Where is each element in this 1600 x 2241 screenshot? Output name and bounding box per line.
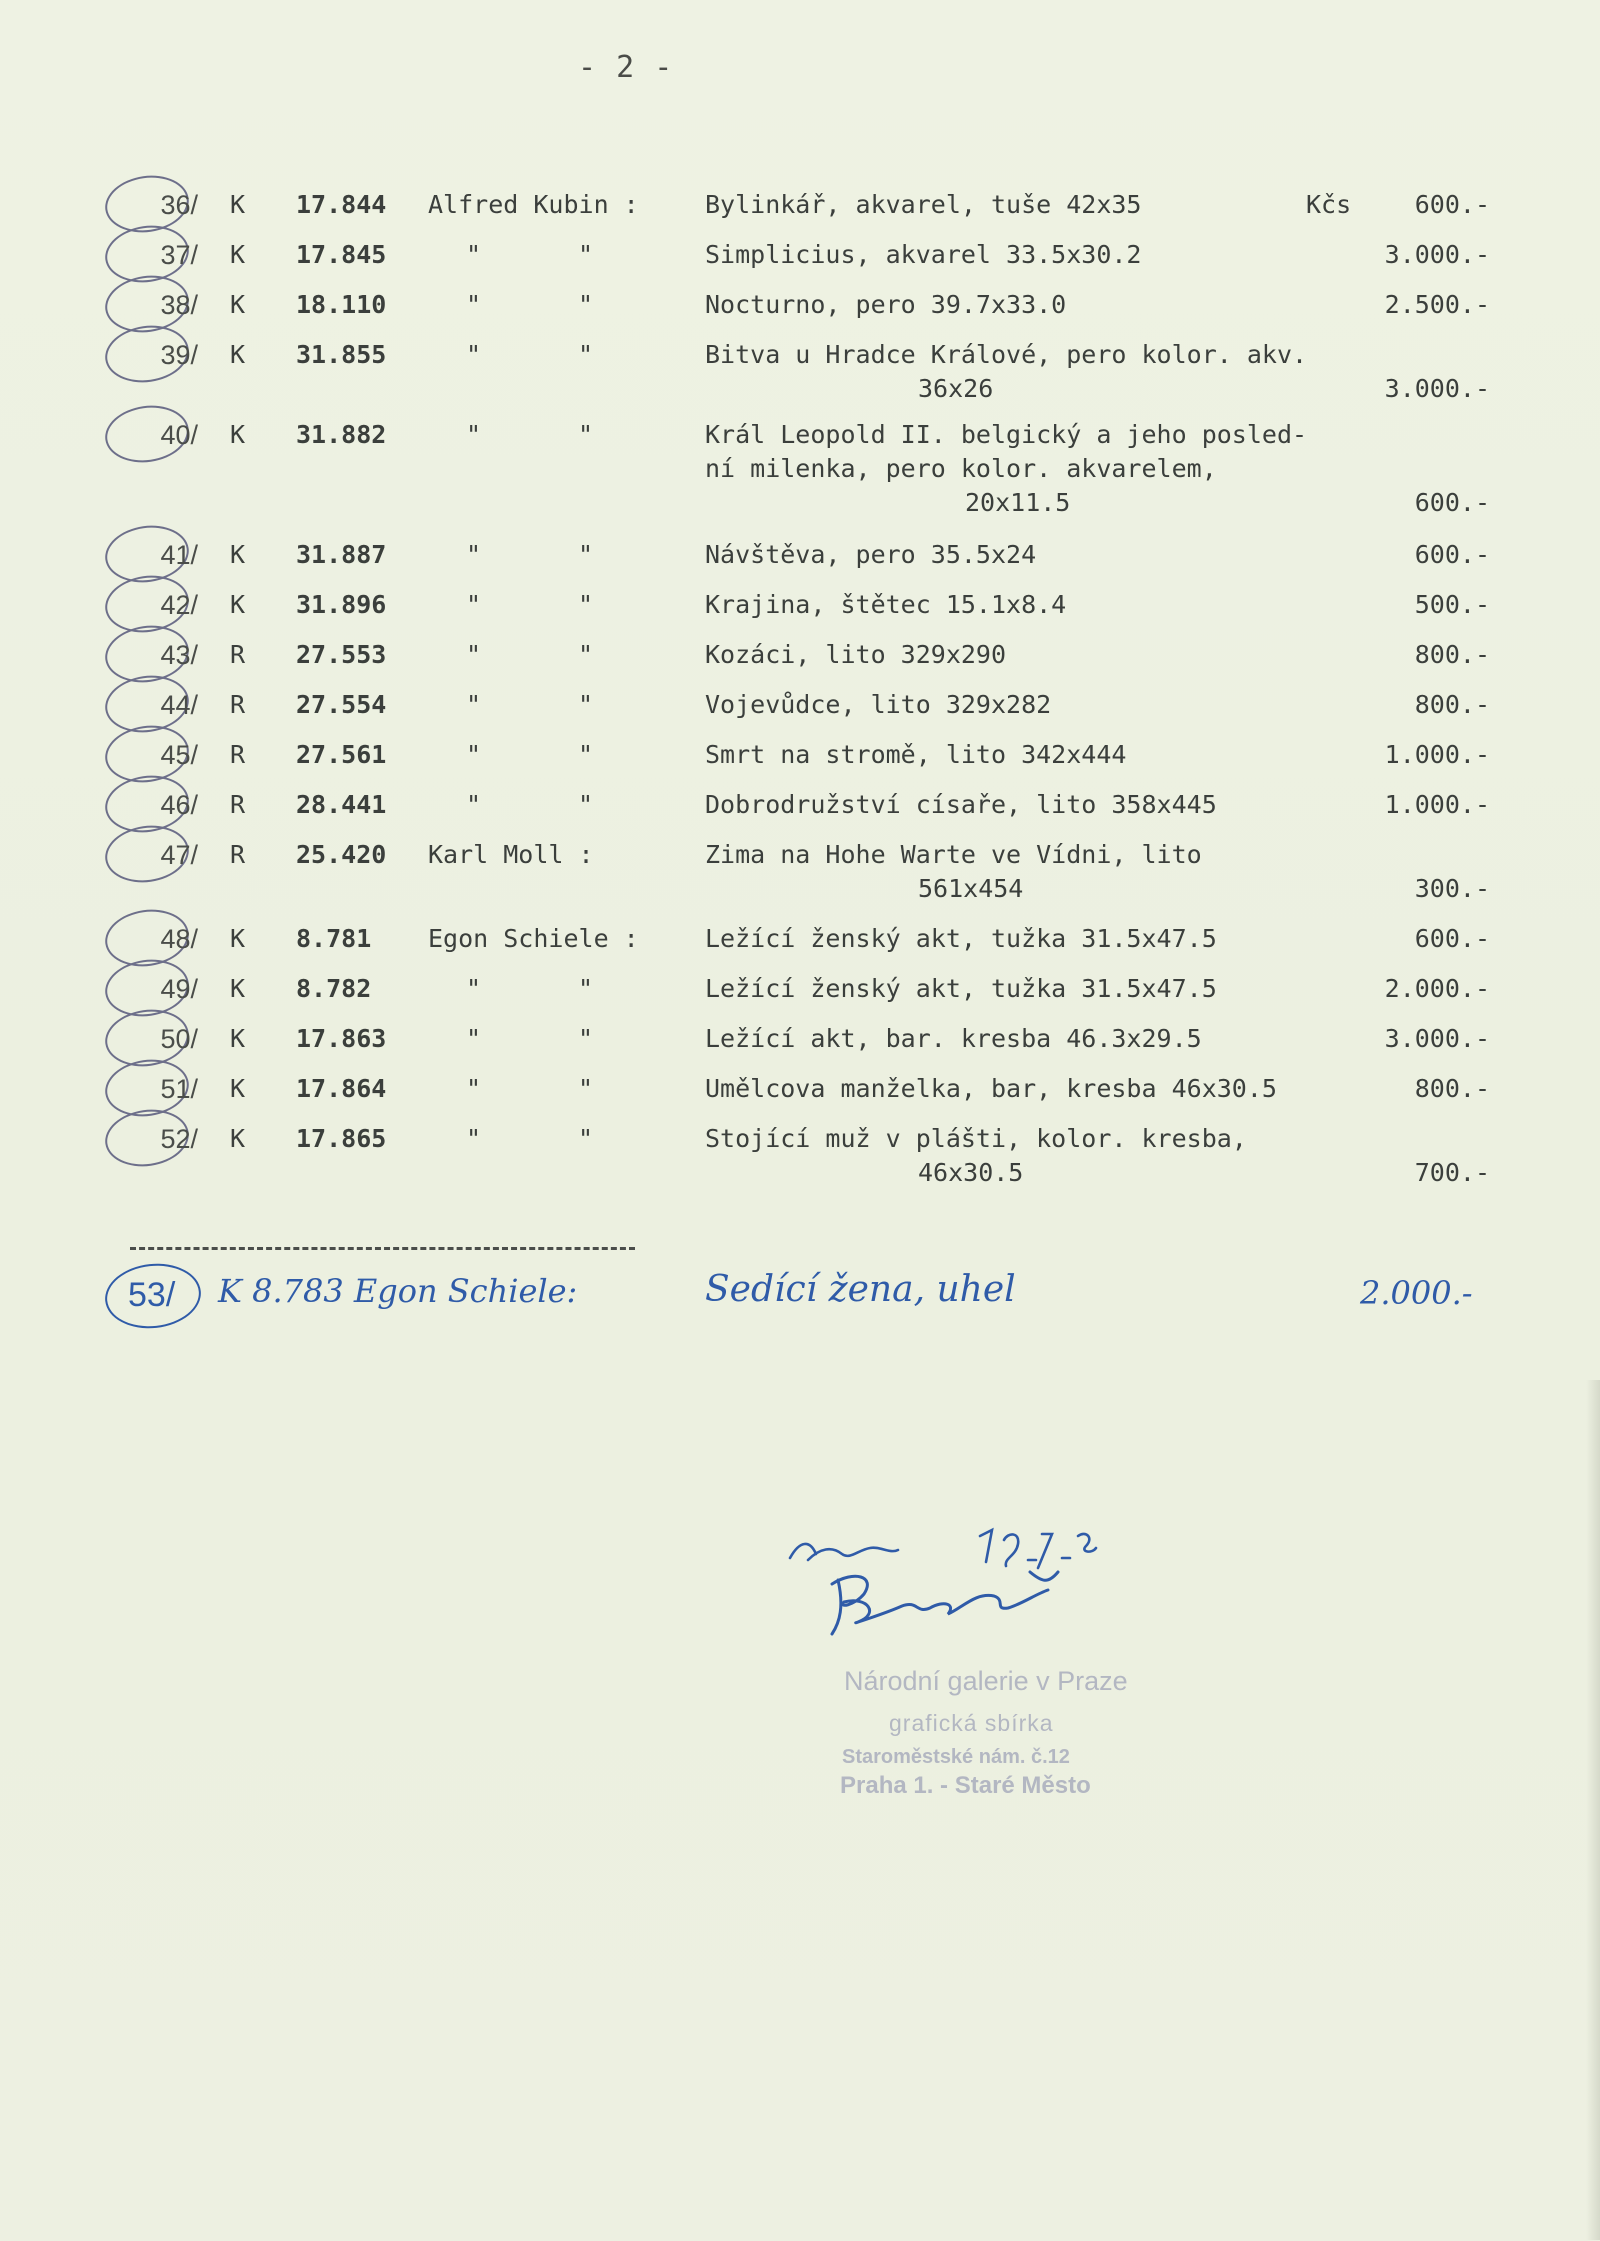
inventory-number: 17.864 (296, 1074, 387, 1103)
artwork-title: Kozáci, lito 329x290 (705, 640, 1007, 669)
stamp-line-1: Národní galerie v Praze (844, 1666, 1128, 1696)
ditto-mark: " (578, 740, 594, 769)
ditto-mark: " (466, 790, 482, 819)
row-number: 52/ (160, 1124, 198, 1154)
ditto-mark: " (466, 1124, 482, 1153)
row-number: 51/ (160, 1074, 198, 1104)
price: 3.000.- (1384, 1024, 1490, 1053)
row-number: 49/ (160, 974, 198, 1004)
handwritten-entry (0, 1268, 1600, 1316)
inventory-number: 17.844 (296, 190, 387, 219)
artist-name: Karl Moll : (428, 840, 594, 869)
artwork-title-cont: 561x454 (918, 874, 1024, 903)
ditto-mark: " (466, 1074, 482, 1103)
ditto-mark: " (578, 1024, 594, 1053)
inventory-row (0, 238, 1600, 286)
row-kind: K (230, 590, 246, 619)
inventory-number: 31.855 (296, 340, 387, 369)
price: 500.- (1414, 590, 1490, 619)
artwork-title: Nocturno, pero 39.7x33.0 (705, 290, 1067, 319)
entry-number: 53/ (128, 1276, 176, 1314)
artwork-title: Bitva u Hradce Králové, pero kolor. akv. (705, 340, 1308, 369)
price: 600.- (1414, 190, 1490, 219)
ditto-mark: " (466, 974, 482, 1003)
ditto-mark: " (578, 1074, 594, 1103)
inventory-row (0, 1072, 1600, 1120)
row-kind: K (230, 190, 246, 219)
price: 1.000.- (1384, 790, 1490, 819)
ditto-mark: " (466, 690, 482, 719)
inventory-number: 31.882 (296, 420, 387, 449)
ditto-mark: " (578, 240, 594, 269)
row-number: 48/ (160, 924, 198, 954)
inventory-row (0, 738, 1600, 786)
price: 600.- (1414, 488, 1490, 517)
artwork-title: Bylinkář, akvarel, tuše 42x35 (705, 190, 1142, 219)
inventory-row (0, 1122, 1600, 1187)
row-kind: K (230, 924, 246, 953)
row-kind: K (230, 240, 246, 269)
verification-signature (780, 1510, 1200, 1640)
inventory-number: 28.441 (296, 790, 387, 819)
currency-label: Kčs (1306, 190, 1352, 219)
row-number: 46/ (160, 790, 198, 820)
inventory-number: 27.554 (296, 690, 387, 719)
inventory-row (0, 972, 1600, 1020)
inventory-number: 27.553 (296, 640, 387, 669)
row-number: 43/ (160, 640, 198, 670)
inventory-row (0, 338, 1600, 403)
artwork-title: Ležící akt, bar. kresba 46.3x29.5 (705, 1024, 1202, 1053)
price: 300.- (1414, 874, 1490, 903)
price: 600.- (1414, 540, 1490, 569)
artwork-title: Umělcova manželka, bar, kresba 46x30.5 (705, 1074, 1277, 1103)
artwork-title: Dobrodružství císaře, lito 358x445 (705, 790, 1217, 819)
row-kind: K (230, 1024, 246, 1053)
inventory-number: 31.896 (296, 590, 387, 619)
handwritten-price: 2.000.- (1360, 1274, 1473, 1312)
inventory-row (0, 418, 1600, 517)
dashed-rule (130, 1247, 635, 1250)
ditto-mark: " (578, 420, 594, 449)
stamp-line-4: Praha 1. - Staré Město (840, 1772, 1091, 1799)
row-number: 42/ (160, 590, 198, 620)
row-number: 40/ (160, 420, 198, 450)
inventory-row (0, 1022, 1600, 1070)
row-kind: K (230, 974, 246, 1003)
page-number: - 2 - (578, 50, 674, 85)
row-number: 47/ (160, 840, 198, 870)
ditto-mark: " (466, 590, 482, 619)
signature-drawing (780, 1510, 1200, 1640)
inventory-row (0, 638, 1600, 686)
ditto-mark: " (578, 974, 594, 1003)
artist-name: Egon Schiele : (428, 924, 639, 953)
row-kind: K (230, 1124, 246, 1153)
artwork-title-cont: 36x26 (918, 374, 994, 403)
row-number: 45/ (160, 740, 198, 770)
inventory-row (0, 838, 1600, 903)
ditto-mark: " (466, 640, 482, 669)
inventory-row (0, 538, 1600, 586)
ditto-mark: " (466, 1024, 482, 1053)
artwork-title: Návštěva, pero 35.5x24 (705, 540, 1037, 569)
ditto-mark: " (466, 340, 482, 369)
handwritten-title: Sedící žena, uhel (705, 1269, 1016, 1310)
artwork-title-cont: ní milenka, pero kolor. akvarelem, (705, 454, 1217, 483)
inventory-number: 8.782 (296, 974, 372, 1003)
artwork-title: Smrt na stromě, lito 342x444 (705, 740, 1127, 769)
inventory-row (0, 588, 1600, 636)
inventory-number: 25.420 (296, 840, 387, 869)
price: 800.- (1414, 1074, 1490, 1103)
stamp-line-2: grafická sbírka (889, 1710, 1054, 1736)
inventory-number: 8.781 (296, 924, 372, 953)
price: 700.- (1414, 1158, 1490, 1187)
artwork-title: Ležící ženský akt, tužka 31.5x47.5 (705, 974, 1217, 1003)
row-kind: K (230, 340, 246, 369)
artwork-title-cont: 20x11.5 (965, 488, 1071, 517)
row-kind: R (230, 790, 246, 819)
row-number: 37/ (160, 240, 198, 270)
row-kind: K (230, 1074, 246, 1103)
price: 2.000.- (1384, 974, 1490, 1003)
ditto-mark: " (466, 240, 482, 269)
inventory-row (0, 788, 1600, 836)
ditto-mark: " (578, 290, 594, 319)
ditto-mark: " (578, 540, 594, 569)
artist-name: Alfred Kubin : (428, 190, 639, 219)
inventory-row (0, 288, 1600, 336)
institution-stamp (836, 1658, 1196, 1808)
handwritten-inventory: K 8.783 Egon Schiele: (218, 1272, 578, 1310)
inventory-row (0, 688, 1600, 736)
row-kind: K (230, 290, 246, 319)
inventory-number: 27.561 (296, 740, 387, 769)
price: 3.000.- (1384, 240, 1490, 269)
price: 600.- (1414, 924, 1490, 953)
inventory-number: 18.110 (296, 290, 387, 319)
row-kind: K (230, 540, 246, 569)
artwork-title: Simplicius, akvarel 33.5x30.2 (705, 240, 1142, 269)
row-kind: R (230, 740, 246, 769)
artwork-title: Zima na Hohe Warte ve Vídni, lito (705, 840, 1202, 869)
ditto-mark: " (466, 540, 482, 569)
inventory-number: 17.863 (296, 1024, 387, 1053)
row-number: 39/ (160, 340, 198, 370)
price: 2.500.- (1384, 290, 1490, 319)
ditto-mark: " (578, 640, 594, 669)
artwork-title: Ležící ženský akt, tužka 31.5x47.5 (705, 924, 1217, 953)
paper-edge (1586, 1380, 1600, 2240)
artwork-title: Král Leopold II. belgický a jeho posled- (705, 420, 1308, 449)
ditto-mark: " (466, 420, 482, 449)
row-number: 50/ (160, 1024, 198, 1054)
ditto-mark: " (466, 740, 482, 769)
ditto-mark: " (578, 590, 594, 619)
ditto-mark: " (578, 690, 594, 719)
inventory-number: 17.845 (296, 240, 387, 269)
row-number: 44/ (160, 690, 198, 720)
artwork-title: Vojevůdce, lito 329x282 (705, 690, 1052, 719)
row-kind: R (230, 840, 246, 869)
inventory-number: 17.865 (296, 1124, 387, 1153)
inventory-row (0, 188, 1600, 236)
row-kind: R (230, 690, 246, 719)
price: 800.- (1414, 690, 1490, 719)
ditto-mark: " (578, 790, 594, 819)
price: 3.000.- (1384, 374, 1490, 403)
inventory-row (0, 922, 1600, 970)
ditto-mark: " (578, 1124, 594, 1153)
row-kind: K (230, 420, 246, 449)
artwork-title-cont: 46x30.5 (918, 1158, 1024, 1187)
stamp-line-3: Staroměstské nám. č.12 (842, 1746, 1070, 1768)
ditto-mark: " (466, 290, 482, 319)
row-number: 38/ (160, 290, 198, 320)
artwork-title: Stojící muž v plášti, kolor. kresba, (705, 1124, 1247, 1153)
row-number: 36/ (160, 190, 198, 220)
price: 800.- (1414, 640, 1490, 669)
row-kind: R (230, 640, 246, 669)
row-number: 41/ (160, 540, 198, 570)
ditto-mark: " (578, 340, 594, 369)
price: 1.000.- (1384, 740, 1490, 769)
inventory-number: 31.887 (296, 540, 387, 569)
artwork-title: Krajina, štětec 15.1x8.4 (705, 590, 1067, 619)
